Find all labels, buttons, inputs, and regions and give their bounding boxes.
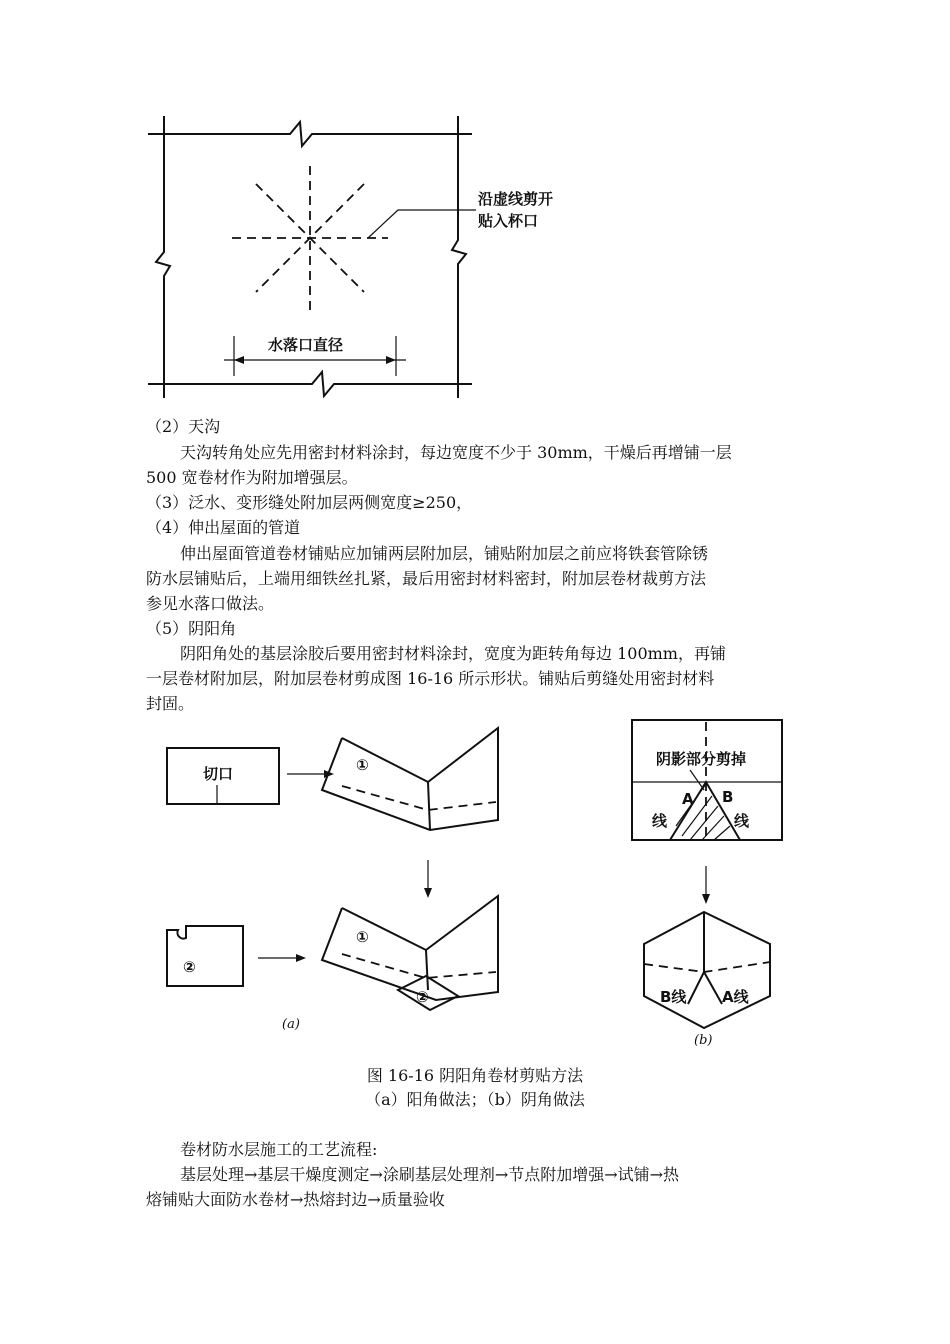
cut-label: 切口 [203,765,234,783]
line-A-mark: A [682,790,694,808]
shade-cut-label: 阴影部分剪掉 [656,750,747,768]
piece-2-label: ② [183,958,196,976]
diameter-label: 水落口直径 [268,336,344,354]
process-line-1: 基层处理→基层干燥度测定→涂刷基层处理剂→节点附加增强→试铺→热 [180,1165,680,1184]
section-4-line-2: 防水层铺贴后，上端用细铁丝扎紧，最后用密封材料密封，附加层卷材裁剪方法 [146,569,707,588]
section-5-line-1: 阴阳角处的基层涂胶后要用密封材料涂封，宽度为距转角每边 100mm，再铺 [180,644,726,663]
line-left-label: 线 [652,812,668,830]
section-5-line-2: 一层卷材附加层，附加层卷材剪成图 16-16 所示形状。铺贴后剪缝处用密封材料 [146,669,715,688]
section-4-heading: （4）伸出屋面的管道 [146,518,301,537]
piece-1-label-2: ① [356,928,369,946]
figure-16-16-a [167,728,498,1032]
line-B-mark: B [722,788,734,806]
figure-subcaption: （a）阳角做法；（b）阴角做法 [365,1090,585,1109]
figure-16-16-b [632,720,782,1048]
figure-caption: 图 16-16 阴阳角卷材剪贴方法 [366,1066,584,1085]
process-line-2: 熔铺贴大面防水卷材→热熔封边→质量验收 [146,1190,445,1209]
section-4-line-3: 参见水落口做法。 [146,594,275,613]
piece-1-label: ① [356,756,369,774]
B-line-label: B线 [660,988,687,1006]
section-3-heading: （3）泛水、变形缝处附加层两侧宽度≥250， [146,493,473,512]
fig-b-label: (b) [694,1033,713,1048]
section-4-line-1: 伸出屋面管道卷材铺贴应加铺两层附加层，铺贴附加层之前应将铁套管除锈 [180,544,709,563]
cut-line-label: 沿虚线剪开 [478,190,554,208]
A-line-label: A线 [722,988,749,1006]
section-2-heading: （2）天沟 [146,417,221,436]
section-2-line-2: 500 宽卷材作为附加增强层。 [146,468,358,487]
cup-opening-label: 贴入杯口 [478,212,539,230]
drain-cut-figure [148,116,553,398]
piece-2-label-2: ② [416,988,429,1006]
section-5-heading: （5）阴阳角 [146,619,237,638]
line-right-label: 线 [734,812,750,830]
section-2-line-1: 天沟转角处应先用密封材料涂封，每边宽度不少于 30mm，干燥后再增铺一层 [180,443,732,462]
process-title: 卷材防水层施工的工艺流程: [180,1140,378,1159]
fig-a-label: (a) [282,1017,300,1032]
section-5-line-3: 封固。 [146,694,195,713]
